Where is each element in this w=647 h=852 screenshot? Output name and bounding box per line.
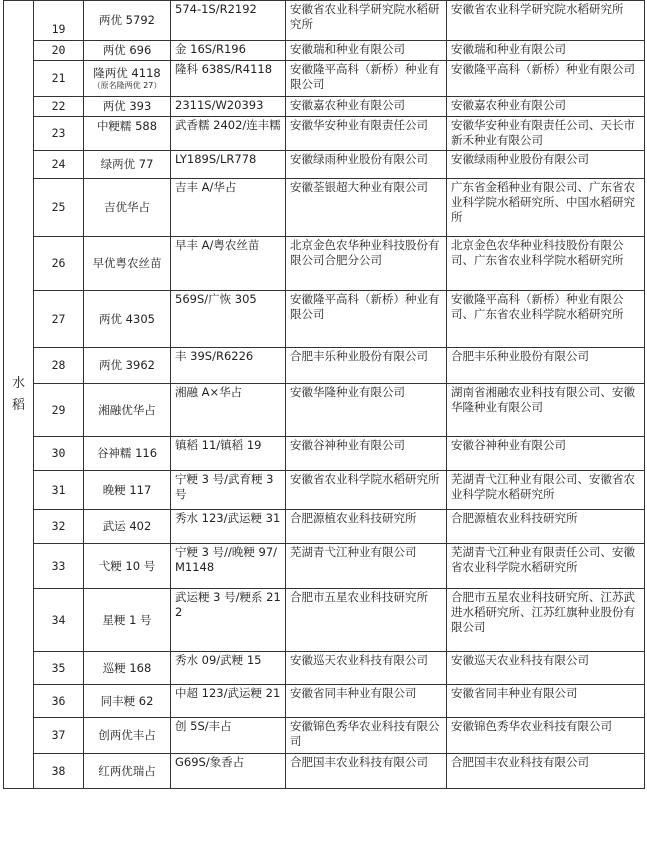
applicant-cell: 安徽省农业科学研究院水稻研究所: [447, 1, 645, 41]
table-row: [4, 1, 645, 41]
row-number: 37: [34, 718, 84, 754]
table-row: [4, 384, 645, 437]
variety-name: 星粳 1 号: [102, 612, 152, 627]
applicant-cell: 合肥国丰农业科技有限公司: [447, 754, 645, 789]
breeder-cell: 安徽嘉农种业有限公司: [286, 97, 447, 117]
variety-name: 两优 3962: [99, 358, 155, 372]
applicant-cell: 安徽绿雨种业股份有限公司: [447, 151, 645, 179]
variety-name: 早优粤农丝苗: [92, 256, 162, 270]
applicant-cell: 湖南省湘融农业科技有限公司、安徽华隆种业有限公司: [447, 384, 645, 437]
applicant-cell: 合肥市五星农业科技研究所、江苏武进水稻研究所、江苏红旗种业股份有限公司: [447, 589, 645, 652]
applicant-cell: 安徽省同丰种业有限公司: [447, 685, 645, 718]
parentage-cell: 镇稻 11/镇稻 19: [171, 437, 286, 471]
table-row: [4, 151, 645, 179]
row-number: 38: [34, 754, 84, 789]
table-row: [4, 510, 645, 544]
table-row: [4, 685, 645, 718]
row-number: 24: [34, 151, 84, 179]
parentage-cell: 中超 123/武运粳 21: [171, 685, 286, 718]
breeder-cell: 安徽瑞和种业有限公司: [286, 41, 447, 61]
parentage-cell: 湘融 A×华占: [171, 384, 286, 437]
breeder-cell: 安徽隆平高科（新桥）种业有限公司: [286, 291, 447, 348]
parentage-cell: 宁粳 3 号/武育粳 3 号: [171, 471, 286, 510]
breeder-cell: 合肥源植农业科技研究所: [286, 510, 447, 544]
parentage-cell: 574-1S/R2192: [171, 1, 286, 41]
variety-name-cell: [84, 61, 171, 97]
variety-table: [3, 0, 645, 789]
variety-name: 晚粳 117: [102, 482, 152, 497]
parentage-cell: 早丰 A/粤农丝苗: [171, 237, 286, 291]
table-row: [4, 61, 645, 97]
variety-name: 红两优瑞占: [98, 763, 156, 778]
variety-name: 创两优丰占: [98, 728, 156, 742]
parentage-cell: 创 5S/丰占: [171, 718, 286, 754]
table-row: [4, 652, 645, 685]
variety-name-cell: [84, 437, 171, 471]
variety-name-cell: [84, 117, 171, 151]
row-number: 19: [34, 1, 84, 41]
crop-category-glyph: 水: [11, 375, 25, 391]
breeder-cell: 安徽荃银超大种业有限公司: [286, 179, 447, 237]
table-row: [4, 754, 645, 789]
row-number: 35: [34, 652, 84, 685]
table-row: [4, 471, 645, 510]
row-number: 32: [34, 510, 84, 544]
breeder-cell: 合肥国丰农业科技有限公司: [286, 754, 447, 789]
row-number: 25: [34, 179, 84, 237]
parentage-cell: 秀水 123/武运粳 31: [171, 510, 286, 544]
breeder-cell: 安徽巡天农业科技有限公司: [286, 652, 447, 685]
applicant-cell: 合肥丰乐种业股份有限公司: [447, 348, 645, 384]
row-number: 31: [34, 471, 84, 510]
applicant-cell: 安徽谷神种业有限公司: [447, 437, 645, 471]
applicant-cell: 安徽隆平高科（新桥）种业有限公司、广东省农业科学院水稻研究所: [447, 291, 645, 348]
variety-name-cell: [84, 97, 171, 117]
parentage-cell: 金 16S/R196: [171, 41, 286, 61]
applicant-cell: 安徽隆平高科（新桥）种业有限公司: [447, 61, 645, 97]
variety-name-cell: [84, 510, 171, 544]
row-number: 22: [34, 97, 84, 117]
row-number: 26: [34, 237, 84, 291]
breeder-cell: 安徽省农业科学院水稻研究所: [286, 471, 447, 510]
table-row: [4, 117, 645, 151]
table-row: [4, 348, 645, 384]
parentage-cell: 隆科 638S/R4118: [171, 61, 286, 97]
table-row: [4, 718, 645, 754]
variety-name: 武运 402: [102, 519, 152, 533]
breeder-cell: 安徽省农业科学研究院水稻研究所: [286, 1, 447, 41]
variety-name: 两优 696: [102, 43, 152, 57]
applicant-cell: 芜湖青弋江种业有限责任公司、安徽省农业科学院水稻研究所: [447, 544, 645, 589]
breeder-cell: 北京金色农华种业科技股份有限公司合肥分公司: [286, 237, 447, 291]
row-number: 27: [34, 291, 84, 348]
parentage-cell: 丰 39S/R6226: [171, 348, 286, 384]
variety-name-cell: [84, 1, 171, 41]
variety-name-cell: [84, 291, 171, 348]
row-number: 28: [34, 348, 84, 384]
parentage-cell: 吉丰 A/华占: [171, 179, 286, 237]
variety-table-body: [4, 1, 645, 789]
variety-name-cell: [84, 754, 171, 789]
breeder-cell: 安徽隆平高科（新桥）种业有限公司: [286, 61, 447, 97]
breeder-cell: 安徽华隆种业有限公司: [286, 384, 447, 437]
row-number: 30: [34, 437, 84, 471]
breeder-cell: 安徽华安种业有限责任公司: [286, 117, 447, 151]
table-row: [4, 41, 645, 61]
variety-former-name: （原名隆两优 27）: [92, 81, 162, 90]
variety-name-cell: [84, 41, 171, 61]
table-row: [4, 97, 645, 117]
parentage-cell: 武运粳 3 号/粳系 212: [171, 589, 286, 652]
parentage-cell: LY189S/LR778: [171, 151, 286, 179]
table-row: [4, 544, 645, 589]
applicant-cell: 芜湖青弋江种业有限公司、安徽省农业科学院水稻研究所: [447, 471, 645, 510]
variety-name-cell: [84, 384, 171, 437]
variety-name-cell: [84, 589, 171, 652]
table-row: [4, 589, 645, 652]
breeder-cell: 合肥市五星农业科技研究所: [286, 589, 447, 652]
variety-name-cell: [84, 471, 171, 510]
variety-name: 谷神糯 116: [96, 446, 158, 460]
variety-name-cell: [84, 685, 171, 718]
breeder-cell: 安徽绿雨种业股份有限公司: [286, 151, 447, 179]
parentage-cell: 宁粳 3 号//晚粳 97/M1148: [171, 544, 286, 589]
parentage-cell: 武香糯 2402/连丰糯: [171, 117, 286, 151]
variety-name-cell: [84, 237, 171, 291]
applicant-cell: 安徽瑞和种业有限公司: [447, 41, 645, 61]
variety-name-cell: [84, 348, 171, 384]
breeder-cell: 安徽谷神种业有限公司: [286, 437, 447, 471]
variety-name: 巡粳 168: [102, 660, 152, 675]
parentage-cell: G69S/象香占: [171, 754, 286, 789]
variety-name-cell: [84, 179, 171, 237]
breeder-cell: 安徽省同丰种业有限公司: [286, 685, 447, 718]
row-number: 34: [34, 589, 84, 652]
variety-name: 两优 5792: [99, 13, 155, 27]
table-row: [4, 437, 645, 471]
variety-name-cell: [84, 652, 171, 685]
applicant-cell: 北京金色农华种业科技股份有限公司、广东省农业科学院水稻研究所: [447, 237, 645, 291]
crop-category-cell: [4, 1, 34, 789]
row-number: 23: [34, 117, 84, 151]
parentage-cell: 2311S/W20393: [171, 97, 286, 117]
table-row: [4, 179, 645, 237]
variety-name: 吉优华占: [104, 200, 150, 214]
breeder-cell: 合肥丰乐种业股份有限公司: [286, 348, 447, 384]
variety-name-cell: [84, 718, 171, 754]
applicant-cell: 广东省金稻种业有限公司、广东省农业科学院水稻研究所、中国水稻研究所: [447, 179, 645, 237]
variety-name: 绿两优 77: [100, 157, 154, 171]
variety-name-cell: [84, 544, 171, 589]
variety-name: 隆两优 4118: [93, 66, 161, 80]
applicant-cell: 安徽锦色秀华农业科技有限公司: [447, 718, 645, 754]
row-number: 33: [34, 544, 84, 589]
applicant-cell: 合肥源植农业科技研究所: [447, 510, 645, 544]
breeder-cell: 芜湖青弋江种业有限公司: [286, 544, 447, 589]
variety-name-cell: [84, 151, 171, 179]
applicant-cell: 安徽华安种业有限责任公司、天长市新禾种业有限公司: [447, 117, 645, 151]
breeder-cell: 安徽锦色秀华农业科技有限公司: [286, 718, 447, 754]
row-number: 21: [34, 61, 84, 97]
parentage-cell: 秀水 09/武粳 15: [171, 652, 286, 685]
row-number: 36: [34, 685, 84, 718]
table-row: [4, 237, 645, 291]
row-number: 29: [34, 384, 84, 437]
applicant-cell: 安徽巡天农业科技有限公司: [447, 652, 645, 685]
variety-name: 湘融优华占: [98, 402, 156, 417]
applicant-cell: 安徽嘉农种业有限公司: [447, 97, 645, 117]
variety-name: 弋粳 10 号: [98, 558, 156, 573]
parentage-cell: 569S/广恢 305: [171, 291, 286, 348]
crop-category-glyph: 稻: [11, 397, 25, 413]
variety-name: 中粳糯 588: [96, 119, 158, 133]
variety-name: 两优 393: [102, 99, 152, 113]
row-number: 20: [34, 41, 84, 61]
variety-name: 两优 4305: [99, 311, 155, 326]
variety-name: 同丰粳 62: [100, 693, 154, 708]
table-row: [4, 291, 645, 348]
